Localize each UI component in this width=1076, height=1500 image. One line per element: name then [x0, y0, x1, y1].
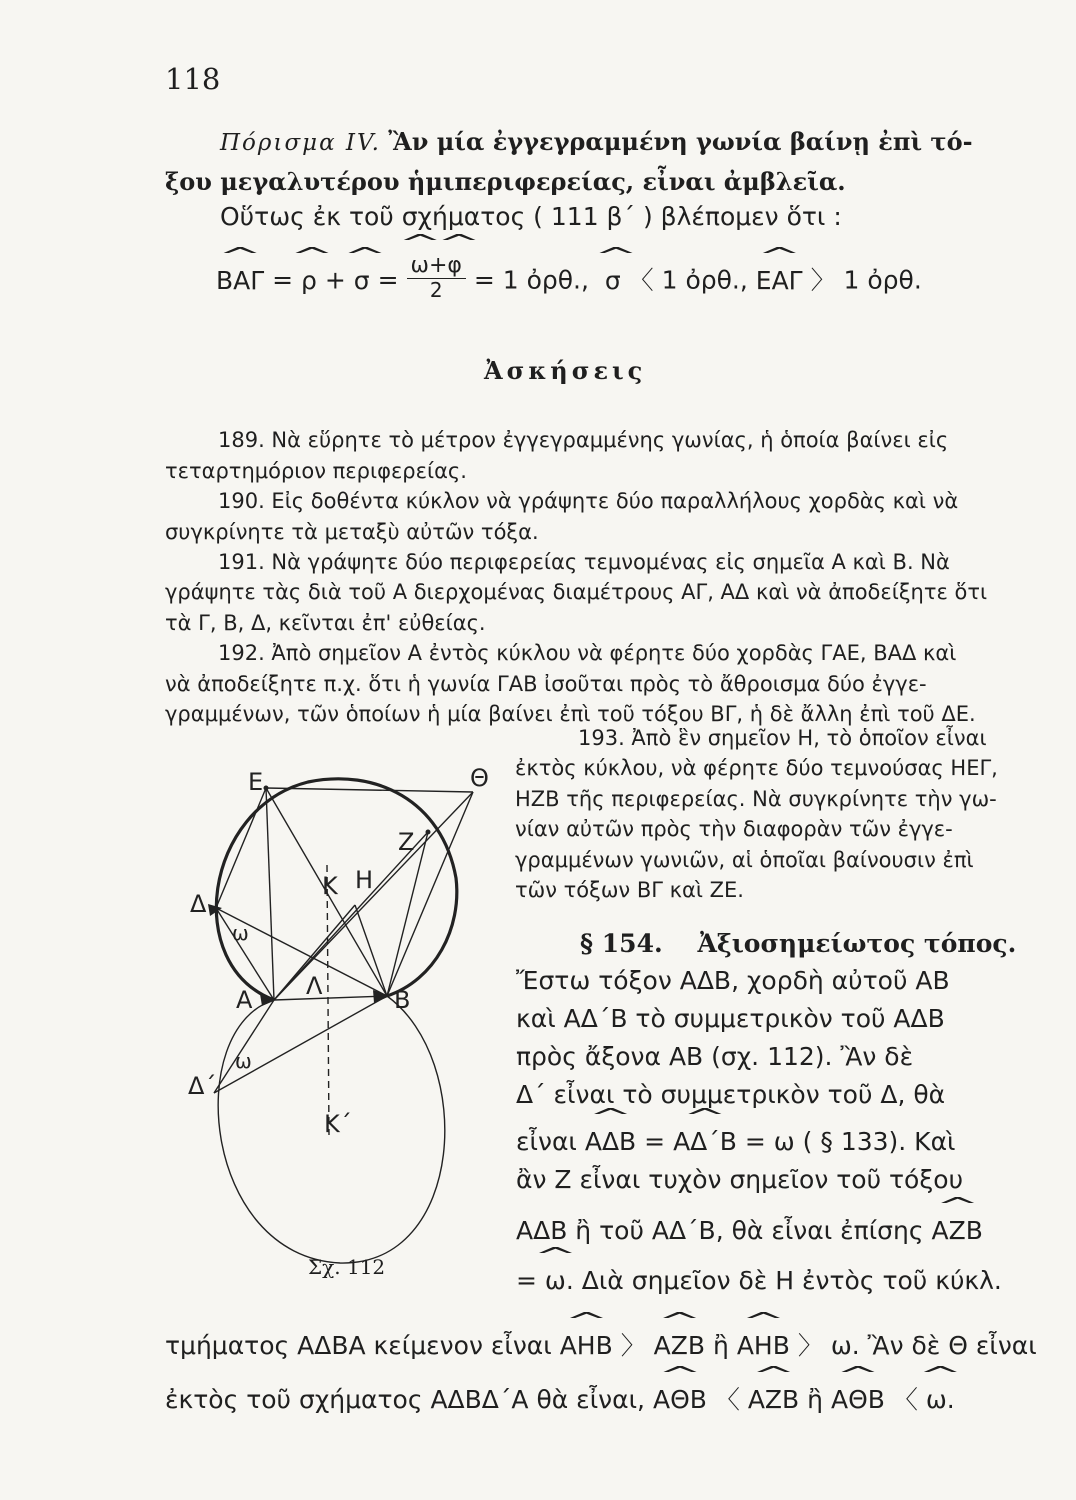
corollary-formula [216, 253, 922, 305]
exercise-191-line-2: γράψητε τὰς διὰ τοῦ Α διερχομένας διαμέτρους ΑΓ, ΑΔ καὶ νὰ ἀποδείξητε ὅτι [165, 580, 988, 604]
text-part: ἐκτὸς τοῦ σχήματος ΑΔΒΔ΄Α θὰ εἶναι, [165, 1385, 646, 1414]
text-part: ΑΔΒ ἢ τοῦ ΑΔ΄Β, θὰ εἶναι ἐπίσης [516, 1216, 924, 1245]
corollary-statement-1: Ἂν μία ἐγγεγραμμένη γωνία βαίνῃ ἐπὶ τό- [388, 127, 973, 156]
exercise-192-line-2: νὰ ἀποδείξητε π.χ. ὅτι ἡ γωνία ΓΑΒ ἰσοῦται πρὸς τὸ ἄθροισμα δύο ἐγγε- [165, 672, 927, 696]
exercise-190-line-2: συγκρίνητε τὰ μεταξὺ αὐτῶν τόξα. [165, 520, 539, 544]
text-part: ἢ [713, 1331, 729, 1360]
sigma-angle: σ ^ [605, 266, 621, 295]
fraction-denominator: 2 [429, 278, 443, 302]
exercise-193-line-2: ἐκτὸς κύκλου, νὰ φέρητε δύο τεμνούσας ΗΕΓ, [515, 756, 998, 780]
fraction-numerator [407, 254, 466, 279]
label-h: Η [355, 866, 374, 894]
sigma-angle: σ ^ [354, 266, 370, 295]
angle-azb: ΑΖΒ ^ [932, 1216, 983, 1245]
section-line-8 [516, 1266, 1002, 1295]
equals-sign: = [644, 1127, 666, 1156]
exercise-192-line-1: 192. Ἀπὸ σημεῖον Α ἐντὸς κύκλου νὰ φέρητε δύο χορδὰς ΓΑΕ, ΒΑΔ καὶ [218, 641, 957, 665]
chord-ab [274, 996, 387, 1000]
label-k: Κ [322, 872, 338, 900]
fraction [407, 254, 466, 301]
exercise-193-line-1: 193. Ἀπὸ ἓν σημεῖον Η, τὸ ὁποῖον εἶναι [578, 726, 987, 750]
label-omega-top: ω [232, 921, 249, 945]
angle-azb: ΑΖΒ ^ [654, 1331, 705, 1360]
axis-kk-prime [327, 865, 329, 1135]
label-delta: Δ [190, 890, 207, 918]
angle-ahb: ΑΗΒ ^ [737, 1331, 790, 1360]
section-line-5 [516, 1127, 956, 1156]
section-number: § 154. [580, 929, 663, 958]
text-part: εἶναι [516, 1127, 577, 1156]
corollary-line-1 [220, 127, 973, 156]
exercise-191-line-1: 191. Νὰ γράψητε δύο περιφερείας τεμνομένας εἰς σημεῖα Α καὶ Β. Νὰ [218, 550, 950, 574]
formula-part: 〉 1 ὀρθ. [810, 265, 922, 295]
angle-atb: ΑΘΒ ^ [831, 1385, 885, 1414]
label-lambda: Λ [306, 972, 323, 1000]
equals-sign: = [377, 265, 399, 295]
greater-sign: 〉 [620, 1331, 646, 1360]
omega-angle: ω. ^ [926, 1385, 955, 1414]
text-part: ω. Ἂν δὲ Θ εἶναι [830, 1331, 1037, 1360]
section-line-6: ἂν Ζ εἶναι τυχὸν σημεῖον τοῦ τόξου [516, 1165, 964, 1194]
label-delta-prime: Δ΄ [188, 1072, 217, 1100]
exercise-193-line-6: τῶν τόξων ΒΓ καὶ ΖΕ. [515, 878, 744, 902]
angle-azb: ΑΖΒ ^ [748, 1385, 799, 1414]
text-part: τμήματος ΑΔΒΑ κείμενον εἶναι [165, 1331, 552, 1360]
label-omega-bottom: ω [235, 1049, 252, 1073]
section-line-1: Ἔστω τόξον ΑΔΒ, χορδὴ αὐτοῦ ΑΒ [516, 966, 950, 995]
angle-ad-prime-b: ΑΔ΄Β ^ [673, 1127, 737, 1156]
corollary-statement-2: ξου μεγαλυτέρου ἡμιπεριφερείας, εἶναι ἀμβλεῖα. [165, 167, 846, 196]
point-z [426, 830, 431, 835]
figure-112 [180, 760, 510, 1300]
angle-ahb: ΑΗΒ ^ [560, 1331, 613, 1360]
corollary-label: Πόρισμα IV. [220, 130, 381, 156]
section-title: Ἀξιοσημείωτος τόπος. [697, 929, 1017, 958]
equals-sign: = [272, 265, 294, 295]
less-sign: 〈 [714, 1385, 740, 1414]
section-line-3: πρὸς ἄξονα ΑΒ (σχ. 112). Ἂν δὲ [516, 1042, 914, 1071]
section-line-4: Δ΄ εἶναι τὸ συμμετρικὸν τοῦ Δ, θὰ [516, 1080, 946, 1109]
exercise-193-line-5: γραμμένων γωνιῶν, αἱ ὁποῖαι βαίνουσιν ἐπὶ [515, 848, 974, 872]
exercise-192-line-3: γραμμένων, τῶν ὁποίων ἡ μία βαίνει ἐπὶ τοῦ τόξου ΒΓ, ἡ δὲ ἄλλη ἐπὶ τοῦ ΔΕ. [165, 702, 976, 726]
exercise-189-line-2: τεταρτημόριον περιφερείας. [165, 459, 467, 483]
text-part: ἢ [807, 1385, 824, 1414]
greater-sign: 〉 [797, 1331, 823, 1360]
plus-sign: + [428, 253, 448, 278]
rho-angle: ρ ^ [301, 266, 317, 295]
angle-eag: ΕΑΓ ^ [756, 266, 803, 295]
label-a: Α [236, 986, 253, 1014]
section-line-9 [165, 1326, 1037, 1362]
page-number: 118 [165, 62, 221, 96]
equals-sign: = [516, 1266, 537, 1295]
exercise-193-line-4: νίαν αὐτῶν πρὸς τὴν διαφορὰν τῶν ἐγγε- [515, 817, 953, 841]
text-part: . Διὰ σημεῖον δὲ Η ἐντὸς τοῦ κύκλ. [565, 1266, 1002, 1295]
label-b: Β [394, 986, 411, 1014]
line-az [274, 832, 428, 1000]
label-k-prime: Κ΄ [324, 1110, 352, 1138]
point-e [264, 786, 269, 791]
label-e: Ε [248, 768, 264, 796]
equals-sign: = [744, 1127, 766, 1156]
section-line-10 [165, 1380, 955, 1416]
exercise-189-line-1: 189. Νὰ εὕρητε τὸ μέτρον ἐγγεγραμμένης γωνίας, ἡ ὁποία βαίνει εἰς [218, 428, 949, 452]
angle-bag: ΒΑΓ ^ [216, 266, 264, 295]
section-line-2: καὶ ΑΔ΄Β τὸ συμμετρικὸν τοῦ ΑΔΒ [516, 1004, 945, 1033]
exercise-193-line-3: ΗΖΒ τῆς περιφερείας. Νὰ συγκρίνητε τὴν γω- [515, 787, 997, 811]
plus-sign: + [324, 265, 346, 295]
text-part: ( § 133). Καὶ [802, 1127, 956, 1156]
section-heading [580, 929, 1016, 958]
formula-part: = 1 ὀρθ., [473, 265, 589, 295]
line-delta-e [216, 788, 266, 908]
exercise-190-line-1: 190. Εἰς δοθέντα κύκλον νὰ γράψητε δύο παραλλήλους χορδὰς καὶ νὰ [218, 489, 959, 513]
line-ea [266, 788, 274, 1000]
line-a-theta [274, 792, 473, 1000]
omega-angle: ω ^ [411, 254, 429, 278]
label-z: Ζ [398, 828, 415, 856]
section-line-7 [516, 1216, 983, 1245]
corollary-text: Οὕτως ἐκ τοῦ σχήματος ( 111 β΄ ) βλέπομεν ὅτι : [220, 202, 842, 231]
formula-part: 〈 1 ὀρθ., [628, 265, 748, 295]
phi-angle: φ ^ [447, 254, 462, 278]
angle-adb: ΑΔΒ ^ [585, 1127, 636, 1156]
label-theta: Θ [470, 764, 489, 792]
exercises-heading: Ἀσκήσεις [484, 356, 647, 385]
omega-angle: ω ^ [545, 1266, 566, 1295]
less-sign: 〈 [892, 1385, 918, 1414]
exercise-191-line-3: τὰ Γ, Β, Δ, κεῖνται ἐπ' εὐθείας. [165, 611, 486, 635]
figure-caption: Σχ. 112 [308, 1255, 386, 1279]
line-e-theta [266, 788, 473, 792]
omega-symbol: ω [773, 1127, 795, 1156]
angle-atb: ΑΘΒ ^ [653, 1385, 707, 1414]
